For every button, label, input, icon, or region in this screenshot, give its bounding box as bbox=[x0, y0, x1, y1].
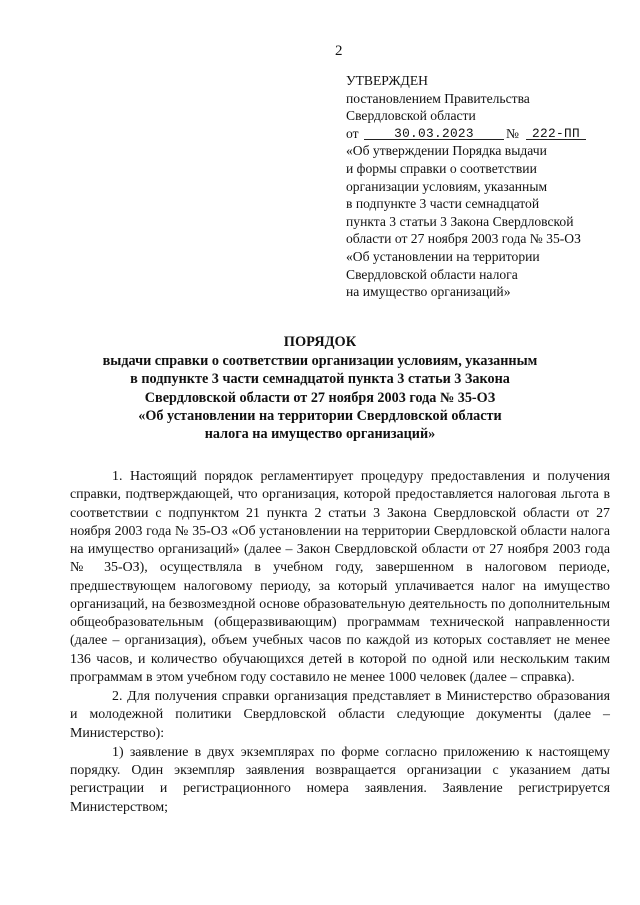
approval-subject-line: Свердловской области налога bbox=[346, 266, 518, 282]
approval-date: 30.03.2023 bbox=[364, 125, 504, 140]
number-sign: № bbox=[506, 125, 519, 141]
approval-subject-line: пункта 3 статьи 3 Закона Свердловской bbox=[346, 213, 574, 229]
body-paragraph: 1. Настоящий порядок регламентирует процедуру предоставления и получения справки, подтверждающей, что организация, которой предоставляется налоговая льгота в соответствии с подпунктом 21 пункта 2 статьи 3 Закона Свердловской области от 27 ноября 2003 года № 35-ОЗ «Об установлении на территории Свердловской области налога на имущество организаций» (далее – Закон Свердловской области от 27 ноября 2003 года № 35-ОЗ), осуществляла в учебном году, завершенном в налоговом периоде, предшествующем налоговому периоду, за который уплачивается налог на имущество организаций, на безвозмездной основе образовательную деятельность по дополнительным общеобразовательным (общеразвивающим) программам технической направленности (далее – организация), объем учебных часов по каждой из которых составляет не менее 136 часов, и количество обучающихся детей в которой по одной или нескольким таким программам в этом учебном году составило не менее 1000 человек (далее – справка). bbox=[70, 469, 610, 685]
approval-stamp bbox=[346, 72, 616, 301]
body-paragraph: 1) заявление в двух экземплярах по форме согласно приложению к настоящему порядку. Один экземпляр заявления возвращается организации с указанием даты регистрации и регистрационного номера заявления. Заявление регистрируется Министерством; bbox=[70, 744, 610, 815]
approval-line: Свердловской области bbox=[346, 108, 476, 124]
document-title-line: Свердловской области от 27 ноября 2003 года № 35-ОЗ bbox=[144, 389, 496, 406]
date-prefix: от bbox=[346, 125, 359, 141]
document-title-heading: ПОРЯДОК bbox=[283, 334, 357, 350]
document-title-line: налога на имущество организаций» bbox=[204, 426, 436, 443]
approval-subject-line: на имущество организаций» bbox=[346, 284, 511, 300]
approval-subject-line: и формы справки о соответствии bbox=[346, 160, 537, 176]
document-title-line: выдачи справки о соответствии организации условиям, указанным bbox=[102, 353, 538, 370]
document-body bbox=[70, 468, 610, 817]
document-title bbox=[70, 333, 570, 443]
page-number: 2 bbox=[335, 43, 343, 59]
approval-number: 222-ПП bbox=[526, 125, 586, 140]
approval-date-line bbox=[346, 125, 616, 143]
approval-subject-line: в подпункте 3 части семнадцатой bbox=[346, 196, 540, 212]
approval-subject-line: организации условиям, указанным bbox=[346, 178, 548, 194]
approval-subject-line: области от 27 ноября 2003 года № 35-ОЗ bbox=[346, 231, 581, 247]
approval-subject-line: «Об утверждении Порядка выдачи bbox=[346, 143, 547, 159]
approval-subject-line: «Об установлении на территории bbox=[346, 248, 540, 264]
body-paragraph: 2. Для получения справки организация представляет в Министерство образования и молодежной политики Свердловской области следующие документы (далее – Министерство): bbox=[70, 689, 610, 741]
document-title-line: в подпункте 3 части семнадцатой пункта 3 статьи 3 Закона bbox=[130, 371, 510, 388]
document-title-line: «Об установлении на территории Свердловской области bbox=[138, 407, 502, 424]
approval-line: постановлением Правительства bbox=[346, 90, 530, 106]
approval-heading: УТВЕРЖДЕН bbox=[346, 73, 428, 88]
